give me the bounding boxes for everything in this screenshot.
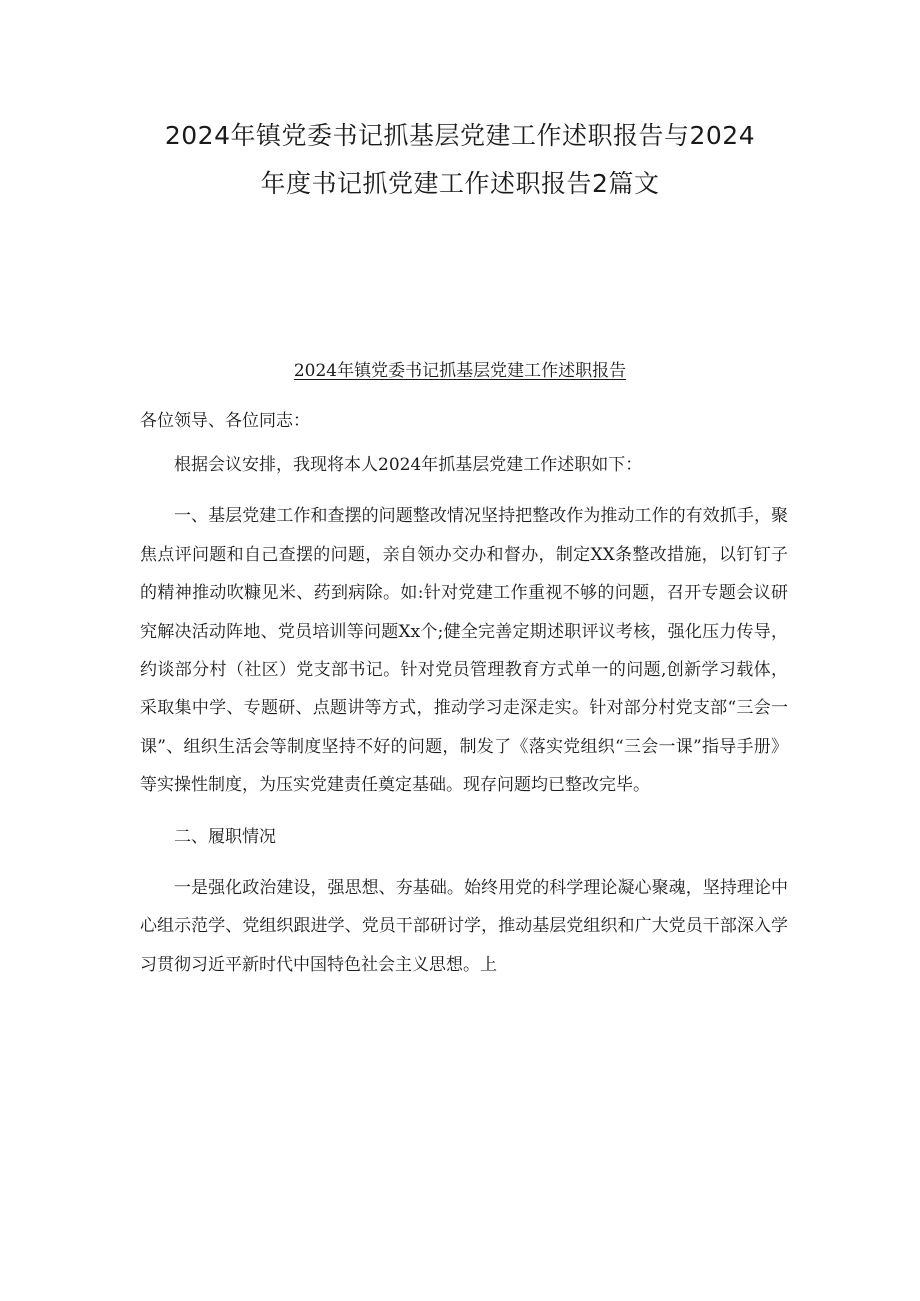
report-body xyxy=(140,446,788,997)
paragraph-section-1: 一、基层党建工作和查摆的问题整改情况坚持把整改作为推动工作的有效抓手，聚焦点评问题和自己查摆的问题，亲自领办交办和督办，制定XX条整改措施，以钉钉子的精神推动吹糠见米、药到病除。如:针对党建工作重视不够的问题，召开专题会议研究解决活动阵地、党员培训等问题Xx个;健全完善定期述职评议考核，强化压力传导，约谈部分村（社区）党支部书记。针对党员管理教育方式单一的问题,创新学习载体，采取集中学、专题研、点题讲等方式，推动学习走深走实。针对部分村党支部“三会一课”、组织生活会等制度坚持不好的问题，制发了《落实党组织“三会一课”指导手册》等实操性制度，为压实党建责任奠定基础。现存问题均已整改完毕。 xyxy=(140,506,788,796)
title-line-2: 年度书记抓党建工作述职报告2篇文 xyxy=(260,169,660,198)
paragraph-intro: 根据会议安排，我现将本人2024年抓基层党建工作述职如下： xyxy=(174,455,643,475)
paragraph-section-2-item-1: 一是强化政治建设，强思想、夯基础。始终用党的科学理论凝心聚魂，坚持理论中心组示范学、党组织跟进学、党员干部研讨学，推动基层党组织和广大党员干部深入学习贯彻习近平新时代中国特色社会主义思想。上 xyxy=(140,878,788,975)
document-title xyxy=(110,112,810,208)
paragraph-section-2-heading: 二、履职情况 xyxy=(174,826,276,847)
report-subtitle: 2024年镇党委书记抓基层党建工作述职报告 xyxy=(293,361,627,381)
title-line-1: 2024年镇党委书记抓基层党建工作述职报告与2024 xyxy=(164,121,756,150)
greeting: 各位领导、各位同志： xyxy=(140,411,310,431)
